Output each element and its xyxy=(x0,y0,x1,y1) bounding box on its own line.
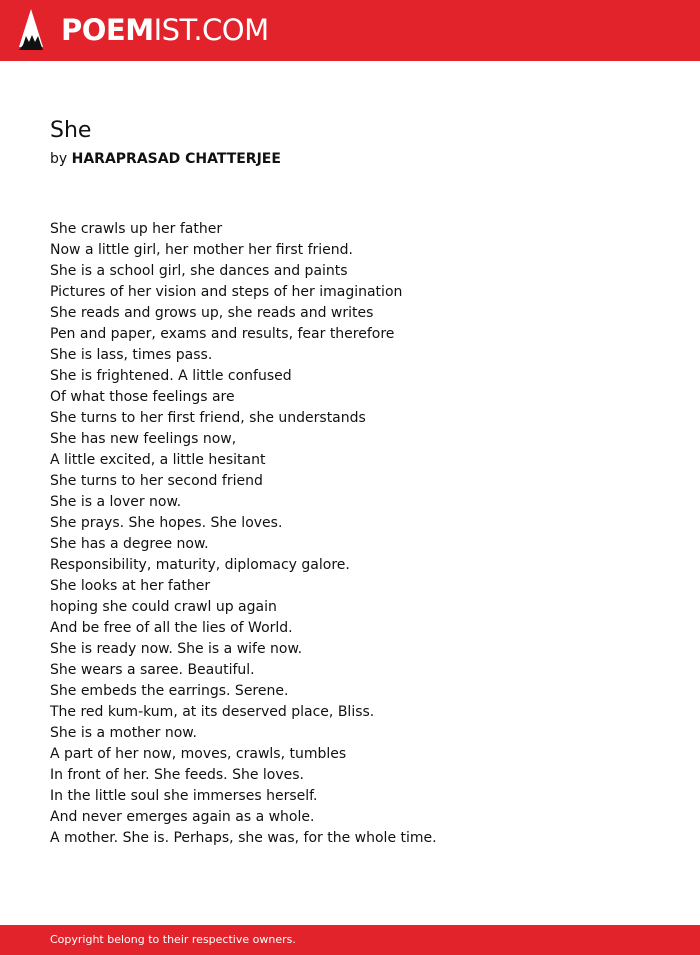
poem-line: She crawls up her father xyxy=(50,221,223,237)
poem-body xyxy=(50,219,437,849)
poem-line: Responsibility, maturity, diplomacy galore. xyxy=(50,557,350,573)
poem-line: The red kum-kum, at its deserved place, Bliss. xyxy=(50,704,375,720)
site-footer xyxy=(0,925,700,955)
poem-line: She turns to her first friend, she understands xyxy=(50,410,366,426)
poem-line: She is a mother now. xyxy=(50,725,197,741)
pencil-tip-icon xyxy=(18,9,44,51)
poem-line: Pen and paper, exams and results, fear therefore xyxy=(50,326,395,342)
poem-line: She prays. She hopes. She loves. xyxy=(50,515,283,531)
poem-line: She is lass, times pass. xyxy=(50,347,213,363)
poem-line: She is frightened. A little confused xyxy=(50,368,292,384)
poem-line: She reads and grows up, she reads and writes xyxy=(50,305,374,321)
poem-line: hoping she could crawl up again xyxy=(50,599,277,615)
poem-line: She is a school girl, she dances and paints xyxy=(50,263,348,279)
poem-line: And be free of all the lies of World. xyxy=(50,620,293,636)
poem-line: She is ready now. She is a wife now. xyxy=(50,641,303,657)
poem-line: A mother. She is. Perhaps, she was, for the whole time. xyxy=(50,830,437,846)
poem-line: She embeds the earrings. Serene. xyxy=(50,683,289,699)
by-label: by xyxy=(50,151,68,167)
copyright-text: Copyright belong to their respective owners. xyxy=(50,933,296,946)
site-logo[interactable] xyxy=(61,13,269,47)
poem-line: In front of her. She feeds. She loves. xyxy=(50,767,304,783)
poem-line: In the little soul she immerses herself. xyxy=(50,788,318,804)
poem-line: A little excited, a little hesitant xyxy=(50,452,266,468)
poem-line: She has a degree now. xyxy=(50,536,209,552)
poem-line: A part of her now, moves, crawls, tumbles xyxy=(50,746,347,762)
poem-line: She has new feelings now, xyxy=(50,431,237,447)
poem-line: She looks at her father xyxy=(50,578,211,594)
poem-line: She turns to her second friend xyxy=(50,473,263,489)
byline xyxy=(50,149,281,169)
poem-line: Pictures of her vision and steps of her imagination xyxy=(50,284,403,300)
poem-title: She xyxy=(50,118,92,143)
brand-light-text: IST.COM xyxy=(153,13,269,47)
poem-line: And never emerges again as a whole. xyxy=(50,809,315,825)
poem-line: Of what those feelings are xyxy=(50,389,235,405)
brand-bold-text: POEM xyxy=(61,13,154,47)
site-header xyxy=(0,0,700,61)
poem-line: She is a lover now. xyxy=(50,494,182,510)
poem-line: Now a little girl, her mother her first friend. xyxy=(50,242,353,258)
poem-line: She wears a saree. Beautiful. xyxy=(50,662,255,678)
author-name: HARAPRASAD CHATTERJEE xyxy=(71,151,281,167)
